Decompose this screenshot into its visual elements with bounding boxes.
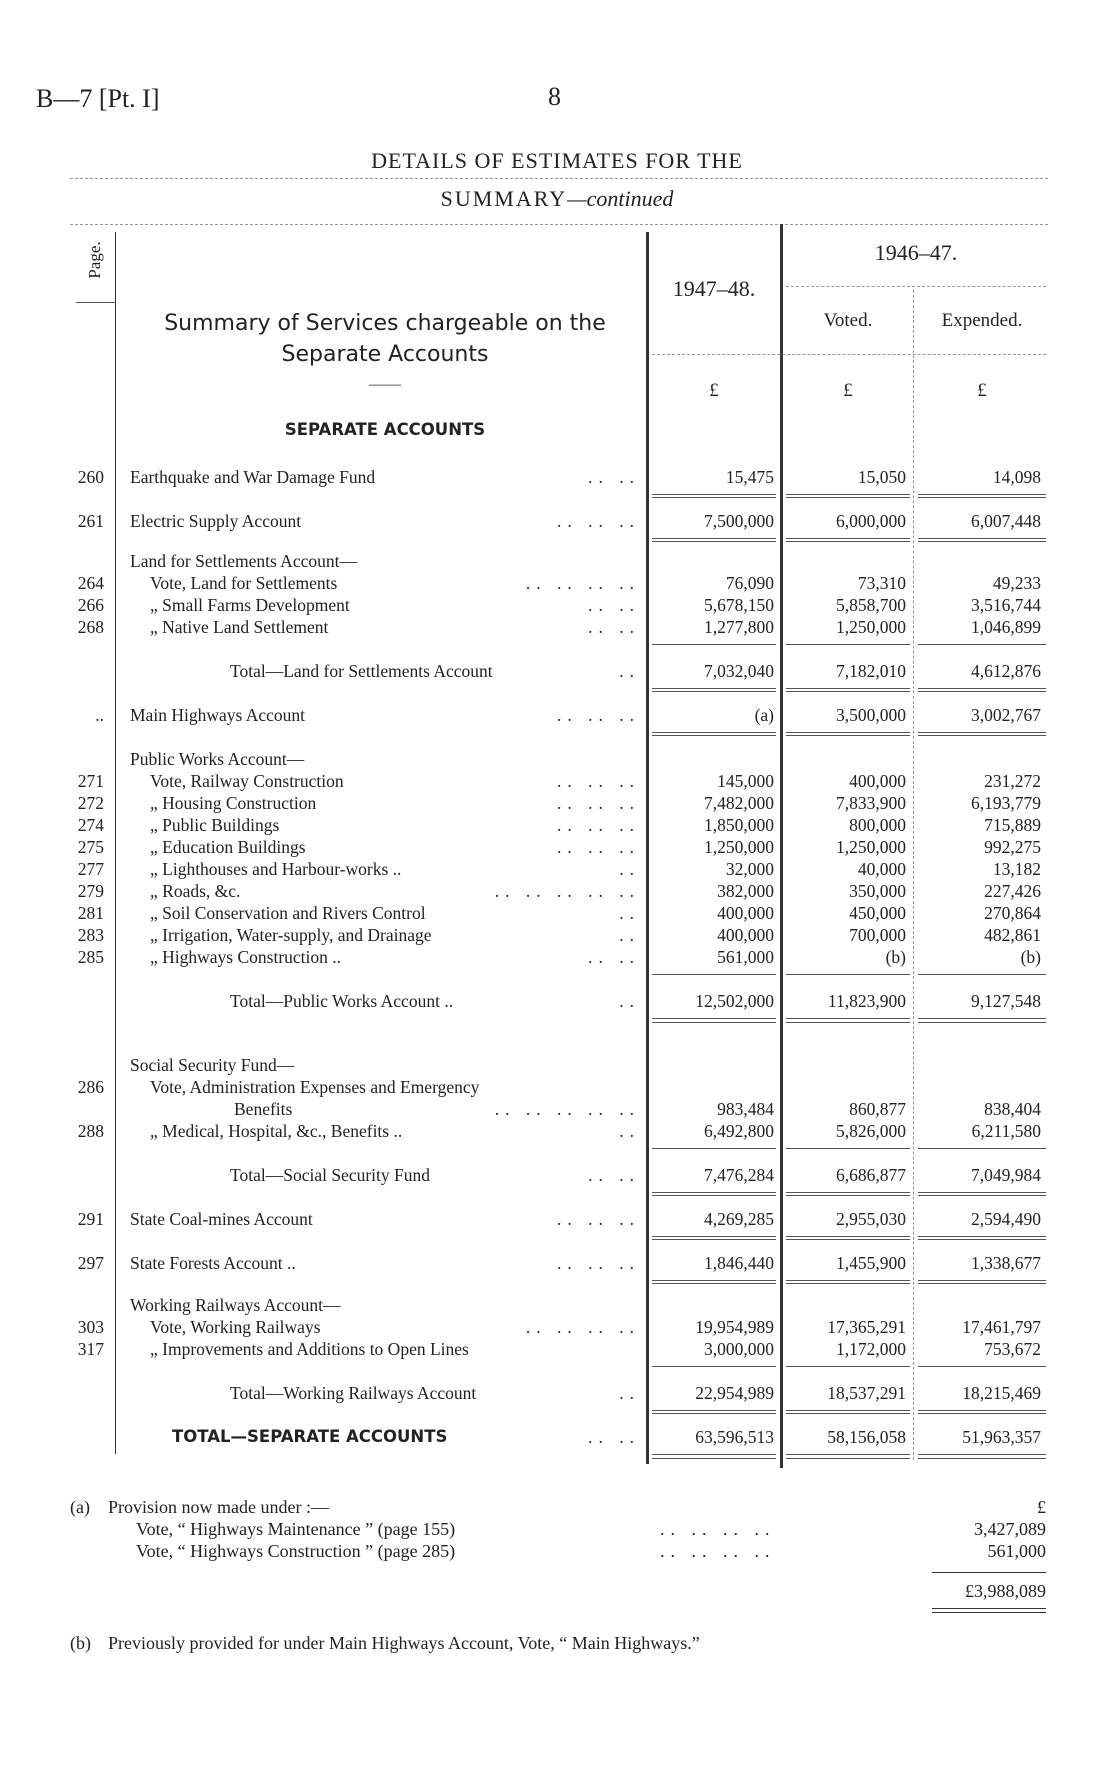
footnote-a-line1: Vote, “ Highways Maintenance ” (page 155) — [136, 1519, 456, 1539]
row-value-voted: 450,000 — [849, 903, 906, 923]
row-rule — [786, 497, 910, 498]
row-value-1947-48: 1,250,000 — [704, 837, 774, 857]
row-value-expended: 4,612,876 — [971, 661, 1041, 681]
table-row — [0, 1338, 1114, 1360]
row-description: Vote, Land for Settlements — [150, 573, 338, 593]
row-value-voted: 17,365,291 — [827, 1317, 906, 1337]
row-rule — [786, 735, 910, 736]
row-value-expended: 1,338,677 — [971, 1253, 1041, 1273]
table-row — [0, 1054, 1114, 1076]
row-value-expended: (b) — [1020, 947, 1041, 967]
row-rule — [918, 1280, 1046, 1281]
row-rule — [918, 538, 1046, 539]
row-value-voted: 400,000 — [849, 771, 906, 791]
row-value-1947-48: 561,000 — [717, 947, 774, 967]
row-rule — [918, 1192, 1046, 1193]
row-value-1947-48: 7,032,040 — [704, 661, 774, 681]
table-row — [0, 616, 1114, 638]
row-description: Total—Working Railways Account — [230, 1383, 477, 1403]
row-page-ref: 275 — [77, 837, 104, 857]
row-leader-dots: .. .. — [588, 1165, 640, 1185]
row-page-ref: 271 — [77, 771, 104, 791]
row-rule — [918, 688, 1046, 689]
row-value-expended: 51,963,357 — [962, 1427, 1041, 1447]
subtotal-rule — [652, 644, 776, 645]
row-value-expended: 992,275 — [984, 837, 1041, 857]
row-value-1947-48: 5,678,150 — [704, 595, 774, 615]
row-value-1947-48: 1,277,800 — [704, 617, 774, 637]
row-rule — [918, 1195, 1046, 1196]
row-rule — [652, 1192, 776, 1193]
footnote-a-dots2: .. .. .. .. — [660, 1541, 776, 1561]
row-rule — [786, 1022, 910, 1023]
row-rule — [786, 1454, 910, 1455]
row-page-ref: 303 — [77, 1317, 104, 1337]
row-rule — [786, 1195, 910, 1196]
row-description: Land for Settlements Account— — [130, 551, 357, 571]
description-dash: —— — [369, 376, 401, 393]
row-value-voted: 860,877 — [849, 1099, 906, 1119]
row-value-expended: 14,098 — [992, 467, 1041, 487]
row-value-voted: 40,000 — [857, 859, 906, 879]
row-value-1947-48: 3,000,000 — [704, 1339, 774, 1359]
row-rule — [652, 1239, 776, 1240]
footnote-a-currency: £ — [1037, 1497, 1046, 1517]
row-value-expended: 49,233 — [992, 573, 1041, 593]
row-value-voted: 5,858,700 — [836, 595, 906, 615]
page-subtitle — [0, 186, 1114, 212]
footnote-a-value1: 3,427,089 — [974, 1519, 1046, 1539]
row-value-voted: 1,250,000 — [836, 837, 906, 857]
row-rule — [652, 1018, 776, 1019]
row-page-ref: 317 — [77, 1339, 104, 1359]
subtotal-rule — [918, 644, 1046, 645]
section-title: SEPARATE ACCOUNTS — [284, 420, 486, 439]
row-rule — [918, 1022, 1046, 1023]
row-description: Vote, Administration Expenses and Emergency — [150, 1077, 480, 1097]
row-leader-dots: .. .. .. — [557, 1209, 640, 1229]
row-value-1947-48: 32,000 — [725, 859, 774, 879]
row-description: Public Works Account— — [130, 749, 305, 769]
row-rule — [786, 1239, 910, 1240]
title-rule — [70, 178, 1048, 179]
previous-year-header: 1946–47. — [874, 240, 958, 265]
table-row — [0, 704, 1114, 726]
row-leader-dots: .. .. .. .. .. — [494, 881, 640, 901]
row-value-expended: 18,215,469 — [962, 1383, 1041, 1403]
row-value-voted: 73,310 — [857, 573, 906, 593]
row-description: „ Soil Conservation and Rivers Control — [150, 903, 426, 923]
table-row — [0, 792, 1114, 814]
row-value-1947-48: 15,475 — [725, 467, 774, 487]
row-value-voted: 58,156,058 — [827, 1427, 906, 1447]
row-page-ref: 281 — [77, 903, 104, 923]
row-page-ref: 277 — [77, 859, 104, 879]
page-column-header: Page. — [85, 241, 104, 279]
row-rule — [918, 1410, 1046, 1411]
row-value-expended: 3,516,744 — [971, 595, 1041, 615]
table-row — [0, 572, 1114, 594]
document-reference: B—7 [Pt. I] — [36, 84, 160, 113]
page-header-rule — [76, 302, 116, 303]
row-value-1947-48: 19,954,989 — [695, 1317, 774, 1337]
table-row — [0, 1208, 1114, 1230]
row-rule — [918, 735, 1046, 736]
subtotal-rule — [918, 1148, 1046, 1149]
table-row — [0, 594, 1114, 616]
row-page-ref: 268 — [77, 617, 104, 637]
row-description: State Forests Account .. — [130, 1253, 296, 1273]
row-value-expended: 227,426 — [984, 881, 1041, 901]
row-value-1947-48: (a) — [754, 705, 774, 725]
footnote-b-mark: (b) — [70, 1633, 91, 1653]
row-rule — [652, 1022, 776, 1023]
row-value-1947-48: 983,484 — [717, 1099, 774, 1119]
row-rule — [786, 1280, 910, 1281]
row-leader-dots: .. — [619, 661, 640, 681]
row-page-ref: 264 — [77, 573, 104, 593]
row-value-voted: (b) — [885, 947, 906, 967]
table-row — [0, 1120, 1114, 1142]
row-value-voted: 5,826,000 — [836, 1121, 906, 1141]
subtotal-rule — [652, 1366, 776, 1367]
row-leader-dots: .. — [619, 903, 640, 923]
row-leader-dots: .. .. .. .. .. — [494, 1099, 640, 1119]
row-description: „ Education Buildings — [150, 837, 306, 857]
current-year-header: 1947–48. — [672, 276, 756, 301]
row-value-voted: 800,000 — [849, 815, 906, 835]
row-rule — [918, 732, 1046, 733]
row-rule — [786, 688, 910, 689]
table-row — [0, 550, 1114, 572]
row-value-1947-48: 7,500,000 — [704, 511, 774, 531]
row-rule — [918, 1458, 1046, 1459]
row-description: „ Public Buildings — [150, 815, 280, 835]
row-description: State Coal-mines Account — [130, 1209, 313, 1229]
footnote-a-intro: Provision now made under :— — [108, 1497, 329, 1517]
row-rule — [918, 1236, 1046, 1237]
row-page-ref: 274 — [77, 815, 104, 835]
row-page-ref: 285 — [77, 947, 104, 967]
page-title: DETAILS OF ESTIMATES FOR THE — [371, 148, 743, 173]
total-row — [0, 990, 1114, 1012]
row-description: „ Roads, &c. — [150, 881, 241, 901]
row-leader-dots: .. .. .. — [557, 1253, 640, 1273]
row-rule — [918, 494, 1046, 495]
year-header-rule — [786, 286, 1046, 287]
row-value-expended: 17,461,797 — [962, 1317, 1041, 1337]
table-row — [0, 858, 1114, 880]
row-leader-dots: .. .. .. — [557, 815, 640, 835]
row-page-ref: 279 — [77, 881, 104, 901]
table-row — [0, 1316, 1114, 1338]
row-rule — [786, 1192, 910, 1193]
row-rule — [652, 538, 776, 539]
row-value-expended: 6,211,580 — [971, 1121, 1041, 1141]
row-page-ref: 288 — [77, 1121, 104, 1141]
row-rule — [918, 1413, 1046, 1414]
row-rule — [652, 1283, 776, 1284]
row-value-expended: 753,672 — [984, 1339, 1041, 1359]
row-value-voted: 350,000 — [849, 881, 906, 901]
row-leader-dots: .. — [619, 1383, 640, 1403]
table-row — [0, 770, 1114, 792]
row-value-voted: 1,250,000 — [836, 617, 906, 637]
footnote-a-total-rule — [932, 1608, 1046, 1609]
row-rule — [918, 691, 1046, 692]
row-value-expended: 6,193,779 — [971, 793, 1041, 813]
row-page-ref: 291 — [77, 1209, 104, 1229]
subtitle-main: SUMMARY — [440, 186, 568, 211]
table-row — [0, 466, 1114, 488]
row-leader-dots: .. .. .. — [557, 837, 640, 857]
row-leader-dots: .. .. .. — [557, 511, 640, 531]
row-rule — [652, 494, 776, 495]
row-leader-dots: .. — [619, 859, 640, 879]
table-row — [0, 1076, 1114, 1098]
subtotal-rule — [786, 644, 910, 645]
row-value-voted: 7,182,010 — [836, 661, 906, 681]
row-description: Electric Supply Account — [130, 511, 302, 531]
row-value-expended: 270,864 — [984, 903, 1041, 923]
row-description: Total—Social Security Fund — [230, 1165, 431, 1185]
subtotal-rule — [918, 1366, 1046, 1367]
row-rule — [786, 1458, 910, 1459]
row-value-voted: 6,000,000 — [836, 511, 906, 531]
row-rule — [786, 1236, 910, 1237]
row-description: Benefits — [234, 1099, 293, 1119]
table-row — [0, 1294, 1114, 1316]
row-rule — [786, 538, 910, 539]
row-page-ref: 283 — [77, 925, 104, 945]
row-description: „ Highways Construction .. — [150, 947, 342, 967]
row-description: „ Medical, Hospital, &c., Benefits .. — [150, 1121, 403, 1141]
row-value-voted: 3,500,000 — [836, 705, 906, 725]
row-rule — [786, 691, 910, 692]
row-page-ref: 286 — [77, 1077, 104, 1097]
row-value-1947-48: 63,596,513 — [695, 1427, 774, 1447]
row-rule — [918, 497, 1046, 498]
subtitle-continued: —continued — [567, 186, 674, 211]
row-description: Earthquake and War Damage Fund — [130, 467, 376, 487]
voted-header: Voted. — [823, 310, 873, 331]
row-description: Vote, Working Railways — [150, 1317, 321, 1337]
table-row — [0, 1252, 1114, 1274]
table-row — [0, 880, 1114, 902]
row-leader-dots: .. .. — [588, 617, 640, 637]
row-leader-dots: .. .. .. — [557, 705, 640, 725]
row-leader-dots: .. .. — [588, 467, 640, 487]
row-rule — [652, 1280, 776, 1281]
row-description: Vote, Railway Construction — [150, 771, 344, 791]
row-value-1947-48: 145,000 — [717, 771, 774, 791]
footnote-a-dots1: .. .. .. .. — [660, 1519, 776, 1539]
row-rule — [652, 1195, 776, 1196]
row-leader-dots: .. .. .. — [557, 793, 640, 813]
row-rule — [652, 1454, 776, 1455]
row-description: TOTAL—SEPARATE ACCOUNTS — [172, 1427, 448, 1446]
row-rule — [652, 1236, 776, 1237]
row-rule — [652, 1410, 776, 1411]
row-rule — [652, 1458, 776, 1459]
row-value-voted: 1,172,000 — [836, 1339, 906, 1359]
row-value-voted: 7,833,900 — [836, 793, 906, 813]
row-description: „ Improvements and Additions to Open Lines — [150, 1339, 469, 1359]
row-rule — [786, 1018, 910, 1019]
row-rule — [786, 1283, 910, 1284]
row-rule — [918, 1454, 1046, 1455]
description-column-header: Summary of Services chargeable on the Separate Accounts — [164, 311, 606, 367]
row-value-expended: 6,007,448 — [971, 511, 1041, 531]
row-page-ref: 297 — [77, 1253, 104, 1273]
header-rule — [70, 224, 1048, 225]
row-rule — [786, 732, 910, 733]
row-value-expended: 3,002,767 — [971, 705, 1041, 725]
row-rule — [652, 735, 776, 736]
subtotal-rule — [786, 1148, 910, 1149]
row-value-1947-48: 382,000 — [717, 881, 774, 901]
row-page-ref: .. — [95, 705, 104, 725]
row-leader-dots: .. .. .. .. — [525, 1317, 640, 1337]
row-value-expended: 9,127,548 — [971, 991, 1041, 1011]
total-row — [0, 660, 1114, 682]
row-value-1947-48: 1,850,000 — [704, 815, 774, 835]
footnote-a-line2: Vote, “ Highways Construction ” (page 285) — [136, 1541, 456, 1561]
row-rule — [918, 541, 1046, 542]
row-rule — [652, 1413, 776, 1414]
table-row — [0, 946, 1114, 968]
subtotal-rule — [786, 1366, 910, 1367]
footnote-a-mark: (a) — [70, 1497, 90, 1517]
row-leader-dots: .. .. .. .. — [525, 573, 640, 593]
row-leader-dots: .. — [619, 991, 640, 1011]
row-description: „ Small Farms Development — [150, 595, 350, 615]
grand-total-row — [0, 1426, 1114, 1448]
row-description: Social Security Fund— — [130, 1055, 295, 1075]
row-page-ref: 260 — [77, 467, 104, 487]
table-row — [0, 836, 1114, 858]
currency-voted: £ — [843, 380, 853, 401]
row-leader-dots: .. — [619, 1121, 640, 1141]
row-value-voted: 6,686,877 — [836, 1165, 906, 1185]
row-value-voted: 2,955,030 — [836, 1209, 906, 1229]
row-value-1947-48: 76,090 — [725, 573, 774, 593]
subtotal-rule — [652, 974, 776, 975]
row-rule — [918, 1239, 1046, 1240]
footnote-a-rule — [932, 1572, 1046, 1573]
row-value-1947-48: 22,954,989 — [695, 1383, 774, 1403]
expended-header: Expended. — [941, 310, 1023, 331]
row-value-voted: 1,455,900 — [836, 1253, 906, 1273]
row-value-1947-48: 7,482,000 — [704, 793, 774, 813]
row-value-voted: 11,823,900 — [827, 991, 906, 1011]
row-description: Main Highways Account — [130, 705, 305, 725]
row-value-1947-48: 7,476,284 — [704, 1165, 774, 1185]
row-description: „ Lighthouses and Harbour-works .. — [150, 859, 402, 879]
row-value-1947-48: 400,000 — [717, 903, 774, 923]
row-leader-dots: .. — [619, 925, 640, 945]
total-row — [0, 1382, 1114, 1404]
row-rule — [786, 541, 910, 542]
row-rule — [786, 1410, 910, 1411]
row-value-voted: 700,000 — [849, 925, 906, 945]
table-row — [0, 748, 1114, 770]
row-page-ref: 266 — [77, 595, 104, 615]
footnote-a-value2: 561,000 — [987, 1541, 1046, 1561]
row-rule — [786, 1413, 910, 1414]
row-value-expended: 7,049,984 — [971, 1165, 1041, 1185]
row-value-expended: 838,404 — [984, 1099, 1041, 1119]
currency-current: £ — [709, 380, 719, 401]
row-leader-dots: .. .. — [588, 1427, 640, 1447]
page-number: 8 — [548, 82, 561, 111]
row-rule — [652, 541, 776, 542]
row-rule — [652, 732, 776, 733]
row-description: „ Housing Construction — [150, 793, 317, 813]
row-value-expended: 231,272 — [984, 771, 1041, 791]
table-row — [0, 924, 1114, 946]
table-row — [0, 902, 1114, 924]
footnote-b-text: Previously provided for under Main Highways Account, Vote, “ Main Highways.” — [108, 1633, 700, 1653]
row-description: Total—Land for Settlements Account — [230, 661, 493, 681]
row-value-voted: 15,050 — [857, 467, 906, 487]
footnote-a-total-rule-2 — [932, 1612, 1046, 1613]
row-rule — [918, 1018, 1046, 1019]
row-description: Working Railways Account— — [130, 1295, 341, 1315]
row-rule — [786, 494, 910, 495]
row-value-1947-48: 12,502,000 — [695, 991, 774, 1011]
subtotal-rule — [652, 1148, 776, 1149]
row-value-expended: 715,889 — [984, 815, 1041, 835]
currency-expended: £ — [977, 380, 987, 401]
subtotal-rule — [918, 974, 1046, 975]
row-value-1947-48: 4,269,285 — [704, 1209, 774, 1229]
row-page-ref: 272 — [77, 793, 104, 813]
row-rule — [918, 1283, 1046, 1284]
column-header-rule — [652, 354, 1046, 355]
row-description: Total—Public Works Account .. — [230, 991, 454, 1011]
row-value-1947-48: 400,000 — [717, 925, 774, 945]
row-rule — [652, 688, 776, 689]
total-row — [0, 1164, 1114, 1186]
row-value-voted: 18,537,291 — [827, 1383, 906, 1403]
row-value-expended: 13,182 — [992, 859, 1041, 879]
table-row — [0, 1098, 1114, 1120]
row-leader-dots: .. .. — [588, 595, 640, 615]
row-description: „ Irrigation, Water-supply, and Drainage — [150, 925, 432, 945]
table-row — [0, 814, 1114, 836]
row-rule — [652, 691, 776, 692]
row-value-1947-48: 6,492,800 — [704, 1121, 774, 1141]
row-value-expended: 2,594,490 — [971, 1209, 1041, 1229]
row-leader-dots: .. .. — [588, 947, 640, 967]
table-row — [0, 510, 1114, 532]
row-value-expended: 482,861 — [984, 925, 1041, 945]
row-value-expended: 1,046,899 — [971, 617, 1041, 637]
footnote-a-total: £3,988,089 — [965, 1581, 1046, 1601]
row-value-1947-48: 1,846,440 — [704, 1253, 774, 1273]
row-rule — [652, 497, 776, 498]
row-page-ref: 261 — [77, 511, 104, 531]
row-description: „ Native Land Settlement — [150, 617, 329, 637]
subtotal-rule — [786, 974, 910, 975]
row-leader-dots: .. .. .. — [557, 771, 640, 791]
